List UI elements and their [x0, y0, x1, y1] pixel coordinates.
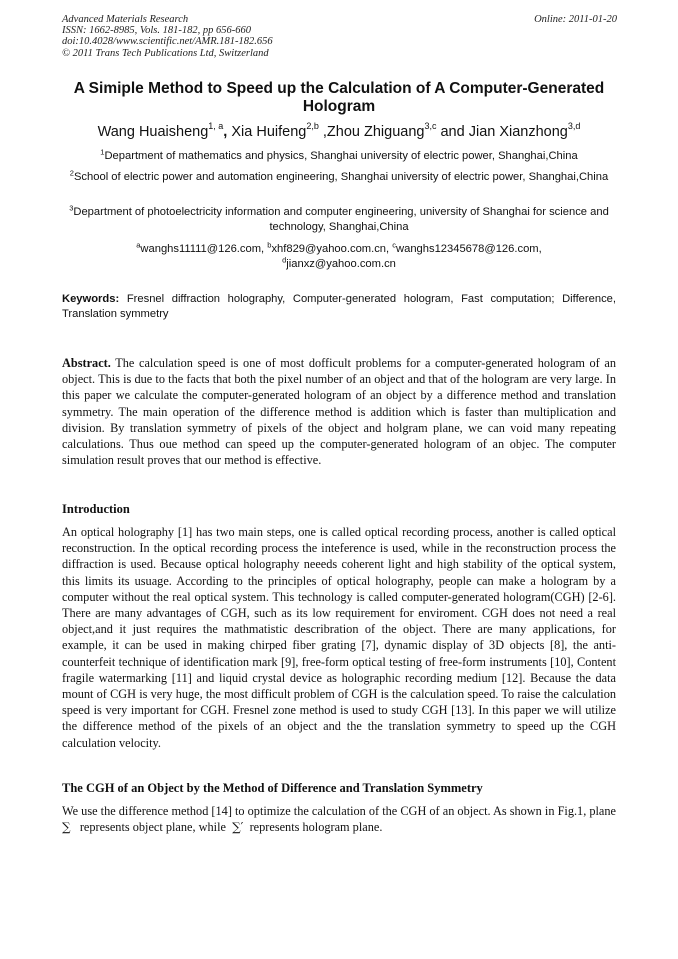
email-sup: d	[282, 255, 287, 265]
affiliation-sup: 3	[69, 203, 74, 213]
doi-line: doi:10.4028/www.scientific.net/AMR.181-182.656	[62, 36, 273, 48]
section-heading: The CGH of an Object by the Method of Difference and Translation Symmetry	[62, 781, 483, 795]
paper-title: A Simiple Method to Speed up the Calculation of A Computer-Generated Hologram	[73, 80, 605, 115]
email-link[interactable]: wanghs11111@126.com	[140, 243, 262, 255]
author-sup: 3,d	[567, 121, 581, 132]
keywords-block	[62, 292, 616, 321]
author-sup: 1, a	[208, 121, 224, 132]
keywords-label: Keywords:	[62, 293, 120, 305]
introduction-heading: Introduction	[62, 502, 130, 516]
affiliation	[62, 205, 616, 235]
affiliation-text: Department of photoelectricity information and computer engineering, university of Shanghai for science and technology, Shanghai,China	[73, 206, 609, 233]
keywords-text: Fresnel diffraction holography, Computer-generated hologram, Fast computation; Difference, Translation symmetry	[62, 293, 616, 320]
section-text-c: represents hologram plane.	[249, 820, 383, 835]
abstract-text: The calculation speed is one of most dofficult problems for a computer-generated hologram of an object. This is due to the facts that both the pixel number of an object and that of the hologram are very large. In this paper we calculate the computer-generated hologram of an object by a difference method and translation symmetry. The main operation of the difference method is addition which is faster than multiplication and division. By translation symmetry of pixels of the object and holgram plane, we can void many repeating calculations. Thus oue method can speed up the computer-generated hologram of an objec. The computer simulation result proves that our method is effective.	[62, 356, 617, 468]
abstract-block	[62, 355, 616, 468]
copyright-line: © 2011 Trans Tech Publications Ltd, Switzerland	[62, 47, 269, 59]
author-name: Zhou Zhiguang	[326, 124, 425, 140]
journal-header	[62, 14, 617, 59]
author-name: Jian Xianzhong	[468, 124, 568, 140]
online-date: Online: 2011-01-20	[534, 14, 617, 25]
introduction-text: An optical holography [1] has two main steps, one is called optical recording process, another is called optical reconstruction. In the optical recording process the inteference is used, while in the reconstruction process the diffraction is used. Because optical holography neeeds coherent light and high stability of the optical system, this limits its usuage. According to the principles of optical holography, people can make a hologram by a computer without the real optical system. This technology is called computer-generated hologram(CGH) [2-6]. There are many advantages of CGH, such as its low requirement for enviroment. CGH does not need a real object,and it just requires the mathmatistic describration of the object. There are many applications, for example, it can be used in making chirped fiber grating [7], dynamic display of 3D objects [8], the anti-counterfeit technique of identification mark [9], free-form optical testing of free-form instruments [10], Content fragile watermarking [11] and liquid crystal device as holographic recording medium [12]. Because the data mount of CGH is very huge, the most difficult problem of CGH is the calculation speed. To raise the calculation speed is very important for CGH. Fresnel zone method is used to study CGH [13]. In this paper we will utilize the difference method of the pixels of an object and the the translation symmetry to speed up the CGH calculation velocity.	[62, 525, 616, 750]
section-text	[62, 803, 616, 835]
email-sup: c	[392, 240, 397, 250]
author-separator: ,	[223, 124, 232, 140]
section-text-b: represents object plane, while	[79, 820, 226, 835]
journal-name: Advanced Materials Research	[62, 14, 189, 25]
author-sup: 3,c	[424, 121, 437, 132]
author-sup: 2,b	[306, 121, 319, 132]
email-link[interactable]: xhf829@yahoo.com.cn	[271, 243, 387, 255]
abstract-label: Abstract.	[62, 356, 111, 370]
email-link[interactable]: jianxz@yahoo.com.cn	[286, 258, 396, 270]
sigma-symbol: ∑	[62, 820, 71, 835]
email-sup: a	[136, 240, 141, 250]
affiliation-sup: 2	[69, 168, 74, 178]
affiliation	[62, 170, 616, 185]
affiliation	[62, 149, 616, 164]
email-link[interactable]: wanghs12345678@126.com	[396, 243, 539, 255]
author-separator: and	[436, 124, 469, 140]
author-name: Xia Huifeng	[231, 124, 307, 140]
affiliation-text: Department of mathematics and physics, Shanghai university of electric power, Shanghai,China	[104, 150, 578, 162]
author-separator: ,	[318, 124, 327, 140]
author-name: Wang Huaisheng	[97, 124, 209, 140]
section-text-a: We use the difference method [14] to optimize the calculation of the CGH of an object. As shown in Fig.1, plane	[62, 804, 616, 818]
email-list: $^a$wanghs11111@126.com, $^b$xhf829@yahoo.com.cn, $^c$wanghs12345678@126.com, $^d$jianxz@yahoo.com.cn	[136, 240, 542, 270]
issn-line: ISSN: 1662-8985, Vols. 181-182, pp 656-660	[62, 25, 251, 37]
affiliation-text: School of electric power and automation engineering, Shanghai university of electric power, Shanghai,China	[73, 171, 609, 183]
sigma-prime-symbol: ∑′	[232, 820, 244, 835]
author-list	[40, 123, 638, 141]
affiliation-sup: 1	[100, 147, 105, 157]
email-sup: b	[267, 240, 272, 250]
